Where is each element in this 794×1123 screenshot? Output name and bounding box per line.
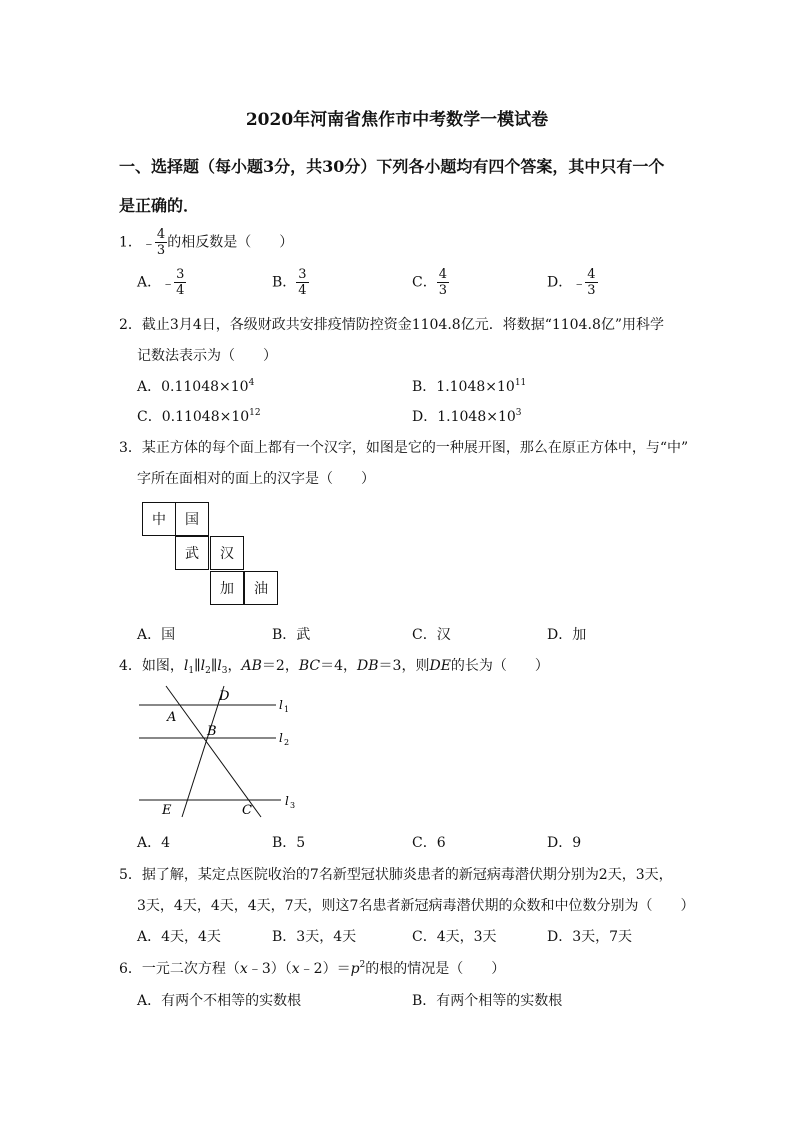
label-b: B <box>207 724 217 739</box>
q5-line2: 3天，4天，4天，4天，7天，则这7名患者新冠病毒潜伏期的众数和中位数分别为（ ） <box>137 898 695 914</box>
net-cell-wu: 武 <box>175 536 209 570</box>
net-cell-jia: 加 <box>210 571 244 605</box>
label-l1-sub: 1 <box>284 705 290 714</box>
label-d: D <box>219 689 230 704</box>
q2-option-c: C．$0.11048\times 10^{12}$ <box>137 408 261 425</box>
label-a: A <box>167 710 177 725</box>
q1-option-a: A．﹣ $\frac{3}{4}$ <box>137 267 185 298</box>
q3-option-c: C．汉 <box>412 627 451 643</box>
q6-option-a: A．有两个不相等的实数根 <box>137 993 302 1009</box>
q1-option-d: D．﹣ $\frac{4}{3}$ <box>547 267 596 298</box>
label-l3-sub: 3 <box>290 801 296 810</box>
section-heading-line2: 是正确的． <box>119 196 200 215</box>
net-cell-you: 油 <box>244 571 278 605</box>
q2-option-d: D．$1.1048\times 10^3$ <box>412 408 522 425</box>
q1-option-b: B． $\frac{3}{4}$ <box>272 267 307 298</box>
line-ac <box>166 686 261 817</box>
exam-title: 2020年河南省焦作市中考数学一模试卷 <box>245 110 549 130</box>
q1-number: 1． <box>119 234 142 251</box>
q2-option-b: B．$1.1048\times 10^{11}$ <box>412 378 527 395</box>
q3-option-b: B．武 <box>272 627 311 643</box>
q3-line1: 3．某正方体的每个面上都有一个汉字，如图是它的一种展开图，那么在原正方体中，与“中” <box>119 440 689 456</box>
label-l3: l <box>285 794 289 808</box>
question-1 <box>119 228 293 257</box>
parallel-lines-figure <box>136 684 306 820</box>
q4-option-b: B．5 <box>272 835 306 851</box>
label-l2: l <box>279 731 283 745</box>
q1-minus: ﹣ <box>141 235 156 252</box>
net-cell-guo: 国 <box>175 502 209 536</box>
q4-option-a: A．4 <box>137 835 171 851</box>
q4-option-c: C．6 <box>412 835 446 851</box>
q2-line1: 2．截止3月4日，各级财政共安排疫情防控资金1104.8亿元．将数据“1104.8亿”用科学 <box>119 317 665 333</box>
q5-option-b: B．3天，4天 <box>272 929 357 945</box>
q4-stem: 4．如图，$l_1\parallel l_2\parallel l_3$，AB＝2，BC＝4，DB＝3，则DE的长为（ ） <box>119 658 549 676</box>
net-cell-zhong: 中 <box>142 502 176 536</box>
q2-option-a: A．$0.11048\times 10^4$ <box>137 378 255 395</box>
parallel-lines-diagram <box>136 684 306 820</box>
q5-line1: 5．据了解，某定点医院收治的7名新型冠状肺炎患者的新冠病毒潜伏期分别为2天，3天， <box>119 867 673 883</box>
q4-option-d: D．9 <box>547 835 582 851</box>
line-de <box>182 686 224 817</box>
q6-stem: 6．一元二次方程$(x﹣3)(x﹣2)=p^2$的根的情况是（ ） <box>119 960 506 977</box>
net-cell-han: 汉 <box>210 536 244 570</box>
label-e: E <box>162 803 172 818</box>
q3-option-a: A．国 <box>137 627 176 643</box>
q3-line2: 字所在面相对的面上的汉字是（ ） <box>137 471 375 487</box>
q5-option-d: D．3天，7天 <box>547 929 633 945</box>
q5-option-a: A．4天，4天 <box>137 929 221 945</box>
q1-text: 的相反数是（ ） <box>167 234 294 251</box>
cube-net-figure <box>140 502 280 606</box>
q1-fraction: $\frac{4}{3}$ <box>156 227 166 258</box>
q3-option-d: D．加 <box>547 627 587 643</box>
label-l1: l <box>279 698 283 712</box>
q2-line2: 记数法表示为（ ） <box>137 348 277 364</box>
q6-option-b: B．有两个相等的实数根 <box>412 993 563 1009</box>
q1-option-c: C． $\frac{4}{3}$ <box>412 267 447 298</box>
label-l2-sub: 2 <box>284 738 290 747</box>
section-heading-line1: 一、选择题（每小题3分，共30分）下列各小题均有四个答案，其中只有一个 <box>119 157 665 176</box>
label-c: C <box>242 803 252 818</box>
q5-option-c: C．4天，3天 <box>412 929 497 945</box>
